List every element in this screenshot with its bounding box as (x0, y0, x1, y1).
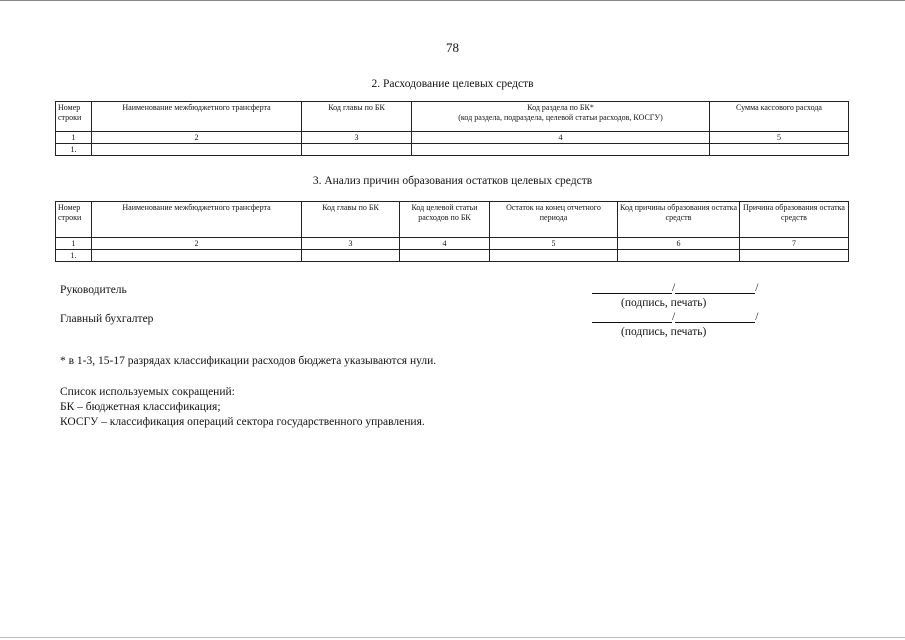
slash: / (755, 311, 759, 323)
header-section-code-main: Код раздела по БК* (527, 103, 594, 112)
signature-blank[interactable] (592, 283, 672, 294)
header-reason: Причина образования остатка средств (740, 202, 849, 238)
row-number-cell: 1. (56, 250, 92, 262)
header-transfer-name: Наименование межбюджетного трансферта (92, 102, 302, 132)
accountant-signature-caption: (подпись, печать) (621, 326, 707, 338)
table-cell[interactable] (740, 250, 849, 262)
col-number: 2 (92, 132, 302, 144)
name-blank[interactable] (675, 283, 755, 294)
row-number-cell: 1. (56, 144, 92, 156)
name-blank[interactable] (675, 312, 755, 323)
column-number-row (56, 238, 849, 250)
col-number: 3 (302, 132, 412, 144)
section-3-title: 3. Анализ причин образования остатков целевых средств (312, 175, 593, 187)
signature-blank[interactable] (592, 312, 672, 323)
table-cell[interactable] (302, 144, 412, 156)
header-section-code-sub: (код раздела, подраздела, целевой статьи расходов, КОСГУ) (458, 113, 663, 122)
table-header-row (56, 202, 849, 238)
abbreviation-item: БК – бюджетная классификация; (60, 401, 221, 413)
col-number: 6 (618, 238, 740, 250)
col-number: 5 (490, 238, 618, 250)
table-cell[interactable] (302, 250, 400, 262)
col-number: 1 (56, 238, 92, 250)
page-number: 78 (446, 40, 459, 55)
col-number: 1 (56, 132, 92, 144)
table-cell[interactable] (490, 250, 618, 262)
col-number: 4 (400, 238, 490, 250)
table-header-row (56, 102, 849, 132)
slash: / (672, 282, 676, 294)
spending-table (55, 101, 849, 156)
table-cell[interactable] (618, 250, 740, 262)
table-cell[interactable] (412, 144, 710, 156)
abbreviations-title: Список используемых сокращений: (60, 386, 235, 398)
header-chapter-code: Код главы по БК (302, 102, 412, 132)
slash: / (672, 311, 676, 323)
header-period-end-balance: Остаток на конец отчетного периода (490, 202, 618, 238)
col-number: 5 (710, 132, 849, 144)
header-cash-expense: Сумма кассового расхода (710, 102, 849, 132)
accountant-label: Главный бухгалтер (60, 313, 154, 325)
header-row-number: Номер строки (56, 202, 92, 238)
scan-edge-top (0, 0, 905, 1)
column-number-row (56, 132, 849, 144)
col-number: 2 (92, 238, 302, 250)
table-cell[interactable] (92, 144, 302, 156)
scan-edge-bottom (0, 637, 905, 638)
col-number: 3 (302, 238, 400, 250)
section-2-title: 2. Расходование целевых средств (371, 78, 534, 90)
head-label: Руководитель (60, 284, 127, 296)
col-number: 7 (740, 238, 849, 250)
table-cell[interactable] (92, 250, 302, 262)
head-signature-line[interactable] (592, 282, 758, 294)
table-cell[interactable] (400, 250, 490, 262)
col-number: 4 (412, 132, 710, 144)
abbreviation-item: КОСГУ – классификация операций сектора государственного управления. (60, 416, 425, 428)
slash: / (755, 282, 759, 294)
header-reason-code: Код причины образования остатка средств (618, 202, 740, 238)
header-section-code (412, 102, 710, 132)
footnote: * в 1-3, 15-17 разрядах классификации расходов бюджета указываются нули. (60, 355, 437, 367)
table-row (56, 250, 849, 262)
table-row (56, 144, 849, 156)
header-transfer-name: Наименование межбюджетного трансферта (92, 202, 302, 238)
accountant-signature-line[interactable] (592, 311, 758, 323)
head-signature-caption: (подпись, печать) (621, 297, 707, 309)
header-row-number: Номер строки (56, 102, 92, 132)
balance-analysis-table (55, 201, 849, 262)
table-cell[interactable] (710, 144, 849, 156)
header-chapter-code: Код главы по БК (302, 202, 400, 238)
header-target-article-code: Код целевой статьи расходов по БК (400, 202, 490, 238)
